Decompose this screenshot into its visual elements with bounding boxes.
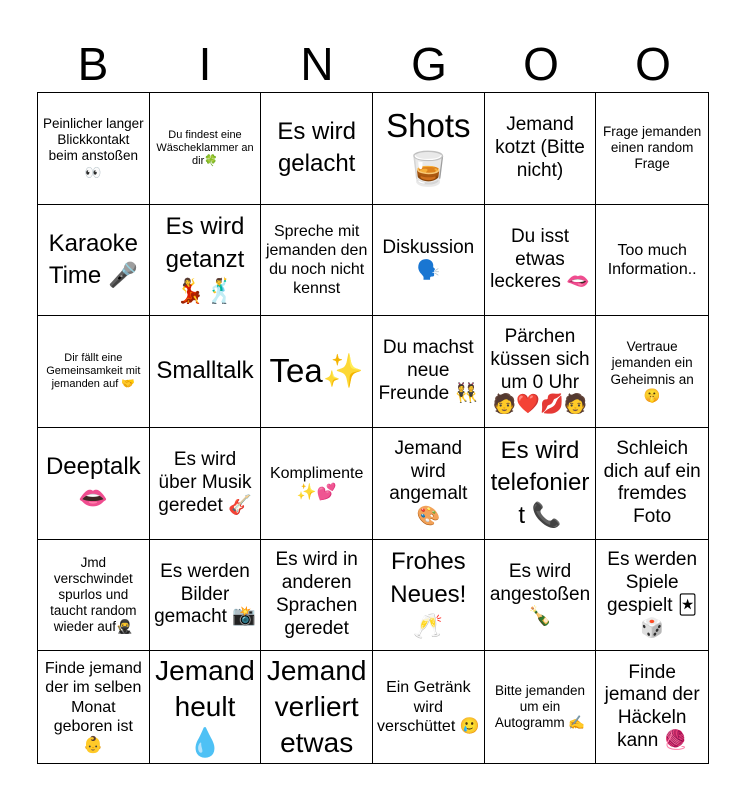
bingo-cell-r5c2[interactable] (150, 540, 262, 652)
bingo-cell-text: Es wird getanzt 💃🕺 (165, 213, 245, 306)
bingo-cell-text: Jemand kotzt (Bitte nicht) (495, 114, 585, 181)
bingo-cell-r5c1[interactable] (38, 540, 150, 652)
bingo-cell-r2c2[interactable] (150, 205, 262, 317)
bingo-cell-r5c4[interactable] (373, 540, 485, 652)
header-letter-i: I (198, 38, 212, 90)
bingo-cell-r4c1[interactable] (38, 428, 150, 540)
bingo-cell-text: Frohes Neues! 🥂 (390, 548, 467, 641)
bingo-cell-text: Es wird gelacht (277, 117, 356, 178)
bingo-cell-text: Tea✨ (269, 352, 364, 390)
bingo-header (37, 36, 709, 92)
bingo-cell-text: Es werden Bilder gemacht 📸 (154, 560, 256, 628)
bingo-cell-r1c5[interactable] (485, 93, 597, 205)
bingo-cell-r5c6[interactable] (596, 540, 708, 652)
bingo-cell-text: Schleich dich auf ein fremdes Foto (603, 437, 701, 528)
bingo-cell-r1c3[interactable] (261, 93, 373, 205)
bingo-cell-r2c5[interactable] (485, 205, 597, 317)
bingo-cell-r2c1[interactable] (38, 205, 150, 317)
bingo-cell-text: Shots 🥃 (386, 107, 471, 188)
bingo-cell-text: Deeptalk 👄 (45, 452, 141, 513)
bingo-cell-text: Spreche mit jemanden den du noch nicht kennst (265, 222, 368, 298)
bingo-cell-r4c5[interactable] (485, 428, 597, 540)
bingo-cell-r6c6[interactable] (596, 651, 708, 763)
bingo-cell-text: Du machst neue Freunde 👯 (378, 337, 479, 405)
bingo-cell-text: Finde jemand der Häckeln kann 🧶 (604, 661, 700, 751)
bingo-cell-r2c6[interactable] (596, 205, 708, 317)
bingo-cell-text: Jemand verliert etwas (266, 654, 367, 759)
bingo-cell-r5c3[interactable] (261, 540, 373, 652)
bingo-cell-text: Bitte jemanden um ein Autogramm ✍️ (494, 682, 586, 731)
bingo-cell-text: Finde jemand der im selben Monat geboren ist 👶 (44, 660, 142, 754)
bingo-board (37, 92, 709, 764)
bingo-cell-r6c1[interactable] (38, 651, 150, 763)
bingo-cell-r4c2[interactable] (150, 428, 262, 540)
header-letter-n: N (300, 38, 334, 90)
bingo-cell-text: Jemand wird angemalt 🎨 (389, 437, 468, 528)
bingo-cell-r3c3[interactable] (261, 316, 373, 428)
bingo-cell-text: Es werden Spiele gespielt 🃏🎲 (607, 549, 698, 639)
bingo-cell-r3c5[interactable] (485, 316, 597, 428)
bingo-cell-r4c4[interactable] (373, 428, 485, 540)
bingo-cell-r1c2[interactable] (150, 93, 262, 205)
bingo-cell-r5c5[interactable] (485, 540, 597, 652)
bingo-cell-r1c1[interactable] (38, 93, 150, 205)
bingo-cell-text: Es wird angestoßen 🍾 (489, 560, 591, 628)
bingo-cell-text: Es wird telefoniert 📞 (490, 436, 590, 529)
bingo-cell-r3c4[interactable] (373, 316, 485, 428)
bingo-cell-text: Pärchen küssen sich um 0 Uhr 🧑❤️💋🧑 (490, 326, 590, 416)
bingo-cell-text: Smalltalk (156, 357, 254, 385)
bingo-cell-r6c2[interactable] (150, 651, 262, 763)
bingo-cell-r3c1[interactable] (38, 316, 150, 428)
bingo-cell-text: Karaoke Time 🎤 (48, 229, 139, 289)
bingo-cell-r6c4[interactable] (373, 651, 485, 763)
bingo-cell-r4c6[interactable] (596, 428, 708, 540)
bingo-cell-text: Es wird über Musik geredet 🎸 (158, 449, 252, 516)
bingo-cell-r6c5[interactable] (485, 651, 597, 763)
bingo-cell-text: Komplimente ✨💕 (269, 465, 364, 502)
bingo-cell-text: Dir fällt eine Gemeinsamkeit mit jemanden auf 🤝 (46, 351, 141, 391)
bingo-cell-text: Jmd verschwindet spurlos und taucht random wieder auf🥷 (50, 554, 137, 635)
header-letter-g: G (411, 38, 447, 90)
bingo-cell-r6c3[interactable] (261, 651, 373, 763)
bingo-cell-text: Frage jemanden einen random Frage (603, 124, 702, 172)
bingo-cell-text: Vertraue jemanden ein Geheimnis an 🤫 (610, 339, 694, 403)
bingo-cell-text: Peinlicher langer Blickkontakt beim anstoßen 👀 (43, 115, 144, 180)
bingo-cell-r1c4[interactable] (373, 93, 485, 205)
bingo-cell-r3c6[interactable] (596, 316, 708, 428)
bingo-cell-text: Ein Getränk wird verschüttet 🥲 (377, 679, 480, 735)
bingo-cell-r2c4[interactable] (373, 205, 485, 317)
bingo-cell-text: Du findest eine Wäscheklammer an dir🍀 (156, 128, 254, 167)
header-letter-o: O (523, 38, 559, 90)
bingo-cell-r2c3[interactable] (261, 205, 373, 317)
bingo-cell-text: Du isst etwas leckeres 🫦 (490, 225, 590, 293)
header-letter-b: B (77, 38, 109, 90)
header-letter-o-2: O (635, 38, 671, 90)
bingo-cell-r1c6[interactable] (596, 93, 708, 205)
bingo-cell-text: Jemand heult 💧 (155, 654, 255, 759)
bingo-cell-text: Es wird in anderen Sprachen geredet (275, 549, 358, 639)
bingo-cell-text: Too much Information.. (607, 241, 697, 278)
bingo-cell-r3c2[interactable] (150, 316, 262, 428)
bingo-cell-r4c3[interactable] (261, 428, 373, 540)
bingo-cell-text: Diskussion 🗣️ (382, 237, 475, 281)
